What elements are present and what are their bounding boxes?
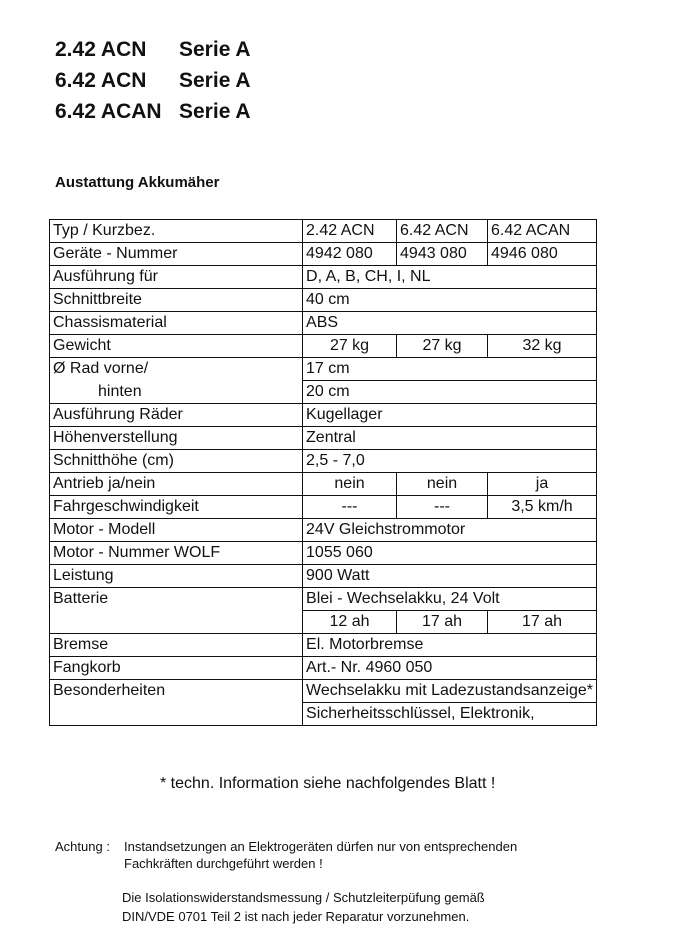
cell-value: 4942 080 [303, 243, 397, 266]
cell-value: Kugellager [303, 404, 597, 427]
row-label: Bremse [50, 634, 303, 657]
cell-value: Zentral [303, 427, 597, 450]
title-model: 6.42 ACN [55, 69, 147, 92]
cell-value: --- [303, 496, 397, 519]
title-serie: Serie A [179, 38, 251, 61]
section-heading: Austattung Akkumäher [55, 174, 220, 191]
cell-value: 6.42 ACN [397, 220, 488, 243]
table-row [50, 381, 597, 404]
table-row [50, 289, 597, 312]
notice-prefix: Achtung : [55, 839, 110, 854]
row-label: Ø Rad vorne/ [50, 358, 303, 381]
cell-value: Blei - Wechselakku, 24 Volt [303, 588, 597, 611]
row-label: Geräte - Nummer [50, 243, 303, 266]
row-label: hinten [50, 381, 303, 404]
table-row [50, 611, 597, 634]
cell-value: 2,5 - 7,0 [303, 450, 597, 473]
row-label: Schnittbreite [50, 289, 303, 312]
row-label: Motor - Modell [50, 519, 303, 542]
title-line-3 [55, 96, 251, 127]
notice-line [55, 838, 517, 855]
table-row [50, 358, 597, 381]
cell-value: 17 ah [397, 611, 488, 634]
row-label: Besonderheiten [50, 680, 303, 703]
row-label-empty [50, 703, 303, 726]
table-row [50, 243, 597, 266]
row-label: Gewicht [50, 335, 303, 358]
cell-value: 4946 080 [488, 243, 597, 266]
cell-value: nein [303, 473, 397, 496]
table-row [50, 588, 597, 611]
table-row [50, 404, 597, 427]
table-row [50, 680, 597, 703]
table-row [50, 220, 597, 243]
table-row [50, 542, 597, 565]
table-row [50, 634, 597, 657]
row-label: Ausführung Räder [50, 404, 303, 427]
row-label: Schnitthöhe (cm) [50, 450, 303, 473]
table-row [50, 427, 597, 450]
cell-value: 1055 060 [303, 542, 597, 565]
cell-value: 27 kg [397, 335, 488, 358]
cell-value: --- [397, 496, 488, 519]
model-titles [55, 34, 251, 127]
row-label: Batterie [50, 588, 303, 611]
warning-notice [55, 838, 517, 872]
row-label: Fahrgeschwindigkeit [50, 496, 303, 519]
row-label: Fangkorb [50, 657, 303, 680]
table-row [50, 473, 597, 496]
cell-value: 12 ah [303, 611, 397, 634]
cell-value: 17 ah [488, 611, 597, 634]
table-row [50, 519, 597, 542]
cell-value: 4943 080 [397, 243, 488, 266]
cell-value: 32 kg [488, 335, 597, 358]
cell-value: 2.42 ACN [303, 220, 397, 243]
row-label: Antrieb ja/nein [50, 473, 303, 496]
cell-value: El. Motorbremse [303, 634, 597, 657]
cell-value: ABS [303, 312, 597, 335]
cell-value: Sicherheitsschlüssel, Elektronik, [303, 703, 597, 726]
table-row [50, 335, 597, 358]
title-line-1 [55, 34, 251, 65]
cell-value: 20 cm [303, 381, 597, 404]
cell-value: 40 cm [303, 289, 597, 312]
row-label: Chassismaterial [50, 312, 303, 335]
spec-table [49, 219, 597, 726]
cell-value: 900 Watt [303, 565, 597, 588]
cell-value: 27 kg [303, 335, 397, 358]
cell-value: nein [397, 473, 488, 496]
row-label-empty [50, 611, 303, 634]
measurement-line: Die Isolationswiderstandsmessung / Schutzleiterpüfung gemäß [122, 890, 485, 905]
table-row [50, 565, 597, 588]
cell-value: Wechselakku mit Ladezustandsanzeige* [303, 680, 597, 703]
row-label: Leistung [50, 565, 303, 588]
cell-value: D, A, B, CH, I, NL [303, 266, 597, 289]
title-serie: Serie A [179, 69, 251, 92]
cell-value: 3,5 km/h [488, 496, 597, 519]
title-serie: Serie A [179, 100, 251, 123]
table-row [50, 703, 597, 726]
table-row [50, 312, 597, 335]
cell-value: 17 cm [303, 358, 597, 381]
table-row [50, 496, 597, 519]
table-row [50, 450, 597, 473]
table-row [50, 266, 597, 289]
footnote: * techn. Information siehe nachfolgendes Blatt ! [160, 775, 496, 792]
cell-value: Art.- Nr. 4960 050 [303, 657, 597, 680]
title-line-2 [55, 65, 251, 96]
title-model: 6.42 ACAN [55, 100, 162, 123]
row-label: Motor - Nummer WOLF [50, 542, 303, 565]
row-label: Typ / Kurzbez. [50, 220, 303, 243]
row-label: Ausführung für [50, 266, 303, 289]
measurement-note [122, 888, 485, 926]
notice-text: Instandsetzungen an Elektrogeräten dürfen nur von entsprechenden [124, 839, 518, 854]
cell-value: 6.42 ACAN [488, 220, 597, 243]
row-label: Höhenverstellung [50, 427, 303, 450]
cell-value: 24V Gleichstrommotor [303, 519, 597, 542]
notice-text: Fachkräften durchgeführt werden ! [124, 856, 323, 871]
title-model: 2.42 ACN [55, 38, 147, 61]
measurement-line: DIN/VDE 0701 Teil 2 ist nach jeder Reparatur vorzunehmen. [122, 909, 470, 924]
cell-value: ja [488, 473, 597, 496]
table-row [50, 657, 597, 680]
